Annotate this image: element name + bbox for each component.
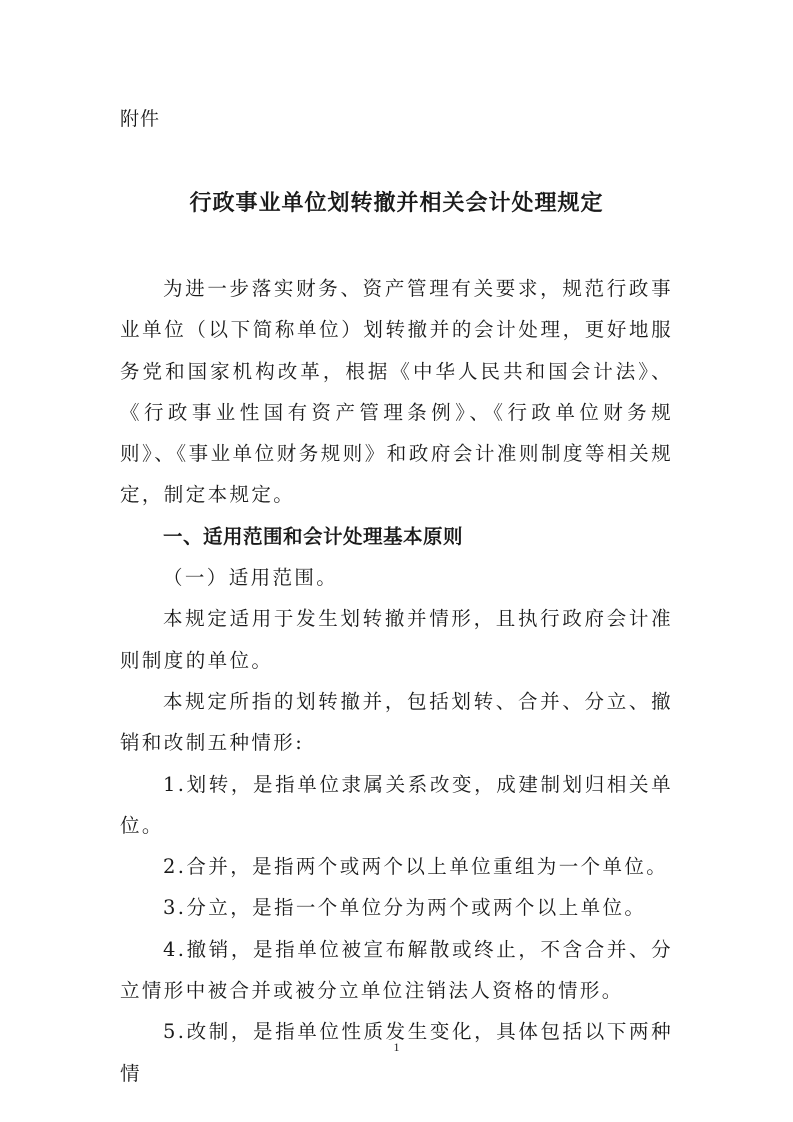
intro-paragraph: 为进一步落实财务、资产管理有关要求，规范行政事业单位（以下简称单位）划转撤并的会计处理，更好地服务党和国家机构改革，根据《中华人民共和国会计法》、《行政事业性国有资产管理条例》、《行政单位财务规则》、《事业单位财务规则》和政府会计准则制度等相关规定，制定本规定。	[120, 277, 673, 507]
list-item-revocation: 4.撤销，是指单位被宣布解散或终止，不含合并、分立情形中被合并或被分立单位注销法人资格的情形。	[120, 937, 673, 1003]
list-item-transfer: 1.划转，是指单位隶属关系改变，成建制划归相关单位。	[120, 772, 673, 837]
list-item-merger: 2.合并，是指两个或两个以上单位重组为一个单位。	[163, 855, 669, 879]
subsection-heading-1: （一）适用范围。	[163, 566, 339, 590]
list-item-division: 3.分立，是指一个单位分为两个或两个以上单位。	[163, 896, 647, 920]
document-body	[120, 268, 673, 1094]
scope-paragraph: 本规定适用于发生划转撤并情形，且执行政府会计准则制度的单位。	[120, 607, 673, 672]
document-title: 行政事业单位划转撤并相关会计处理规定	[189, 190, 604, 216]
definition-paragraph: 本规定所指的划转撤并，包括划转、合并、分立、撤销和改制五种情形:	[120, 689, 673, 755]
page-number: 1	[393, 1040, 400, 1054]
list-item-restructuring: 5.改制，是指单位性质发生变化，具体包括以下两种情	[120, 1020, 673, 1085]
section-heading-1: 一、适用范围和会计处理基本原则	[163, 524, 464, 548]
attachment-label: 附件	[120, 108, 161, 130]
